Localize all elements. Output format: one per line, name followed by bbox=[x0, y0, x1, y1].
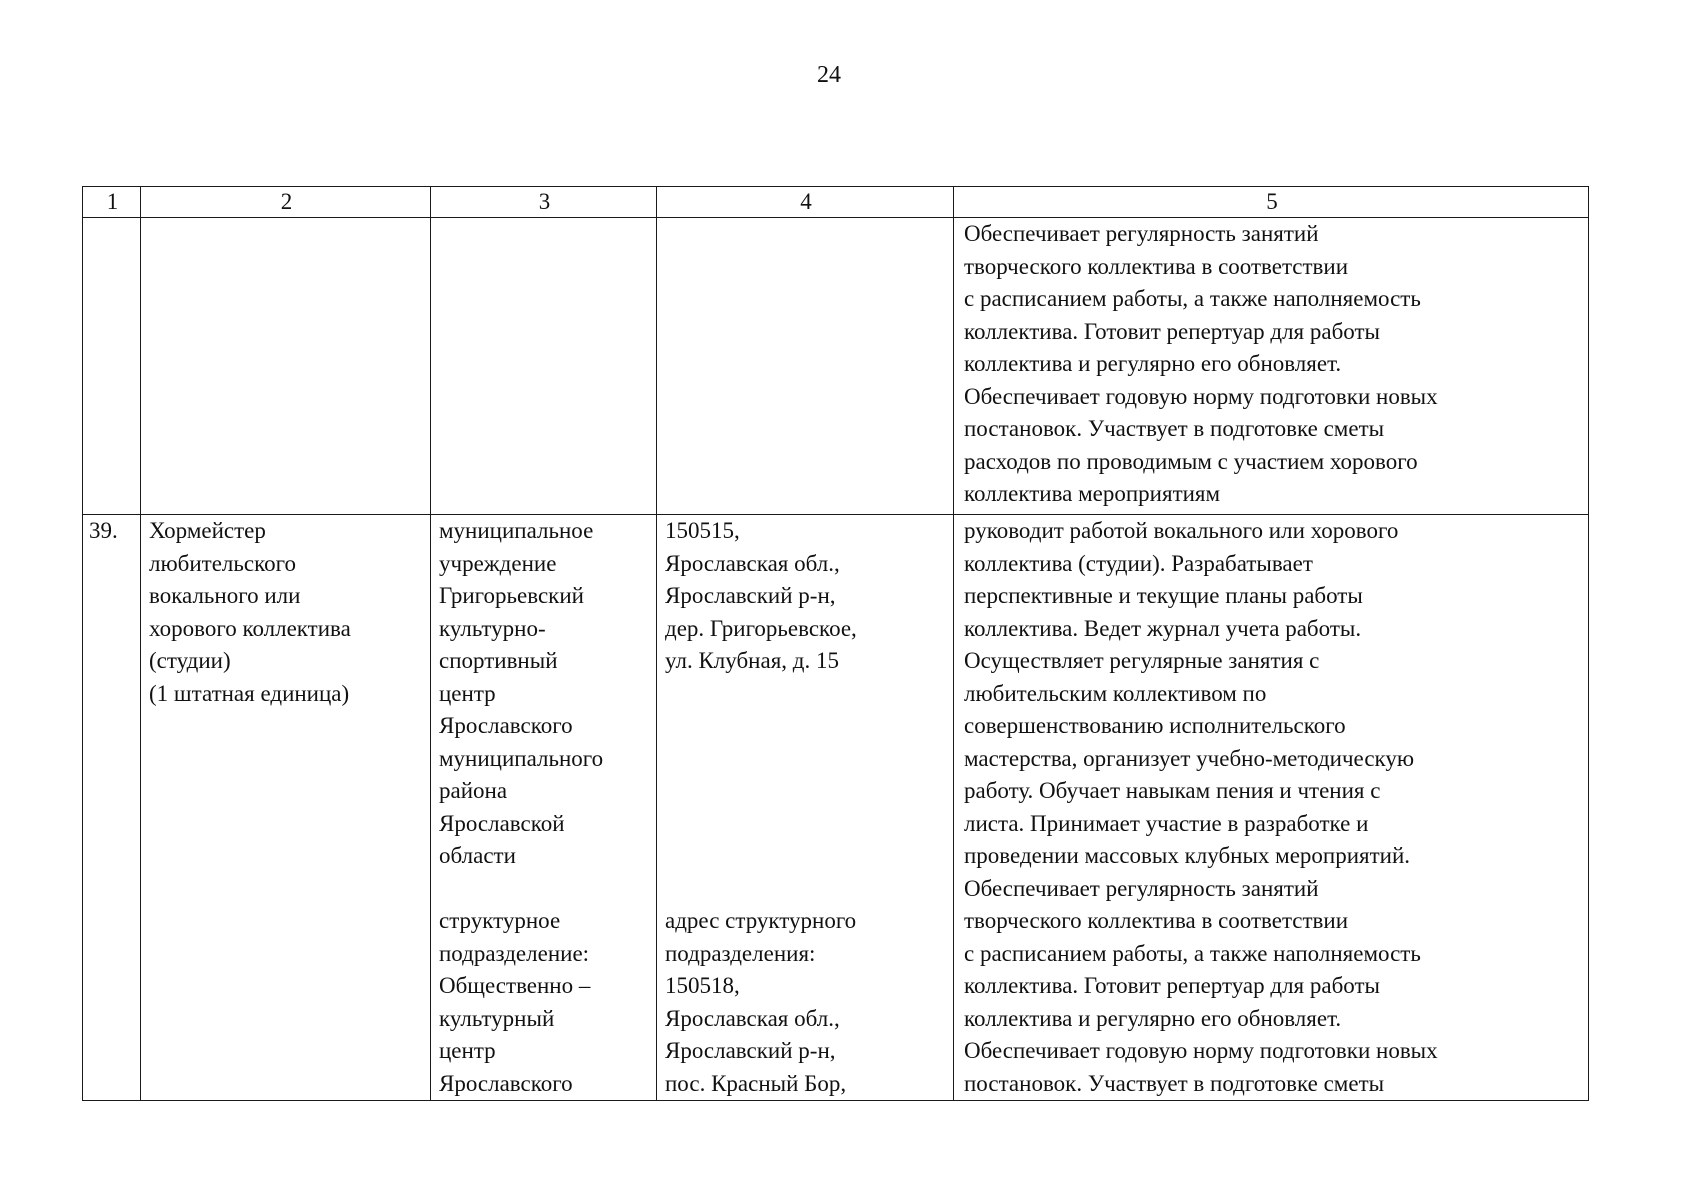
duties-cell bbox=[954, 218, 1589, 515]
staff-table bbox=[82, 186, 1589, 1101]
table-header-row bbox=[83, 187, 1589, 218]
column-header-5: 5 bbox=[954, 187, 1589, 218]
column-header-3: 3 bbox=[431, 187, 657, 218]
column-header-4: 4 bbox=[657, 187, 954, 218]
column-header-2: 2 bbox=[141, 187, 431, 218]
address-text: 150515, Ярославская обл., Ярославский р-н, дер. Григорьевское, ул. Клубная, д. 15 адрес структурного подразделения: 150518, Ярославская обл., Ярославский р-н, пос. Красный Бор, bbox=[665, 518, 857, 1096]
duties-text: Обеспечивает регулярность занятий творческого коллектива в соответствии с расписанием работы, а также наполняемость коллектива. Готовит репертуар для работы коллектива и регулярно его обновляет. Обеспечивает годовую норму подготовки новых постановок. Участвует в подготовке сметы расходов по проводимым с участием хорового коллектива мероприятиям bbox=[964, 221, 1438, 506]
duties-text: руководит работой вокального или хорового коллектива (студии). Разрабатывает перспективные и текущие планы работы коллектива. Ведет журнал учета работы. Осуществляет регулярные занятия с любительским коллективом по совершенствованию исполнительского мастерства, организует учебно-методическую работу. Обучает навыкам пения и чтения с листа. Принимает участие в разработке и проведении массовых клубных мероприятий. Обеспечивает регулярность занятий творческого коллектива в соответствии с расписанием работы, а также наполняемость коллектива. Готовит репертуар для работы коллектива и регулярно его обновляет. Обеспечивает годовую норму подготовки новых постановок. Участвует в подготовке сметы bbox=[964, 518, 1438, 1096]
address-cell bbox=[657, 515, 954, 1101]
institution-text: муниципальное учреждение Григорьевский культурно- спортивный центр Ярославского муниципального района Ярославской области структурное подразделение: Общественно – культурный центр Ярославского bbox=[439, 518, 604, 1096]
row-number-cell bbox=[83, 515, 141, 1101]
table-row bbox=[83, 515, 1589, 1101]
institution-cell bbox=[431, 218, 657, 515]
position-cell bbox=[141, 515, 431, 1101]
duties-cell bbox=[954, 515, 1589, 1101]
row-number-cell bbox=[83, 218, 141, 515]
institution-cell bbox=[431, 515, 657, 1101]
position-text: Хормейстер любительского вокального или хорового коллектива (студии) (1 штатная единица) bbox=[149, 518, 351, 706]
column-header-1: 1 bbox=[83, 187, 141, 218]
position-cell bbox=[141, 218, 431, 515]
page-number: 24 bbox=[817, 62, 841, 88]
row-number: 39. bbox=[89, 518, 118, 543]
table-row bbox=[83, 218, 1589, 515]
address-cell bbox=[657, 218, 954, 515]
